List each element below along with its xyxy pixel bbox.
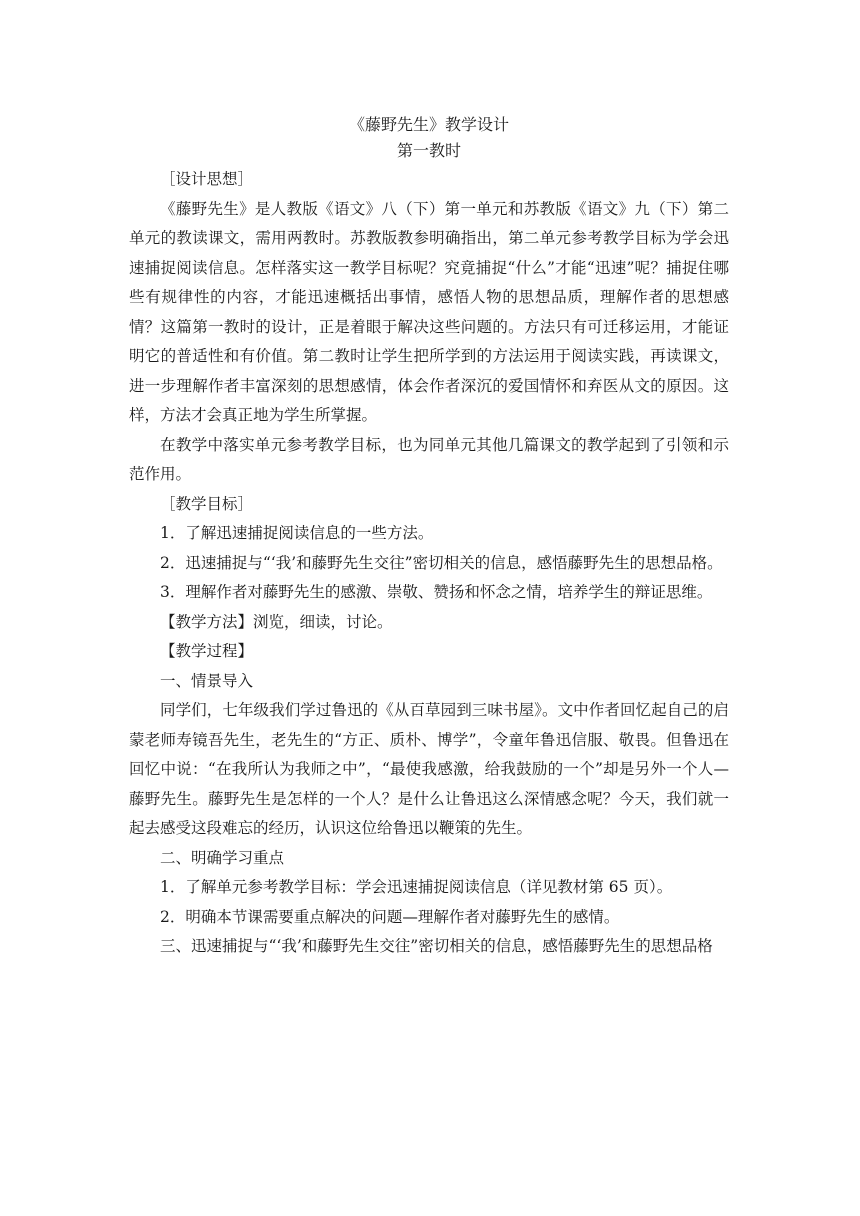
step-2-heading: 二、明确学习重点 (160, 848, 285, 867)
teaching-methods: 【教学方法】浏览，细读，讨论。 (160, 612, 393, 631)
goal-item-3: 3．理解作者对藤野先生的感激、崇敬、赞扬和怀念之情，培养学生的辩证思维。 (160, 583, 713, 601)
section-heading-design-idea: ［设计思想］ (160, 170, 254, 188)
goal-item-2: 2．迅速捕捉与“‘我’和藤野先生交往”密切相关的信息，感悟藤野先生的思想品格。 (160, 553, 723, 572)
paragraph-introduction: 同学们，七年级我们学过鲁迅的《从百草园到三味书屋》。文中作者回忆起自己的启蒙老师寿镜吾先生，老先生的“方正、质朴、博学”，令童年鲁迅信服、敬畏。但鲁迅在回忆中说：“在我所认为我师之中”，“最使我感激，给我鼓励的一个”却是另外一个人—藤野先生。藤野先生是怎样的一个人？是什么让鲁迅这么深情感念呢？今天，我们就一起去感受这段难忘的经历，认识这位给鲁迅以鞭策的先生。 (129, 701, 729, 837)
paragraph-design-idea: 《藤野先生》是人教版《语文》八（下）第一单元和苏教版《语文》九（下）第二单元的教读课文，需用两教时。苏教版教参明确指出，第二单元参考教学目标为学会迅速捕捉阅读信息。怎样落实这一教学目标呢？究竟捕捉“什么”才能“迅速”呢？捕捉住哪些有规律性的内容，才能迅速概括出事情，感悟人物的思想品质，理解作者的思想感情？这篇第一教时的设计，正是着眼于解决这些问题的。方法只有可迁移运用，才能证明它的普适性和有价值。第二教时让学生把所学到的方法运用于阅读实践，再读课文，进一步理解作者丰富深刻的思想感情，体会作者深沉的爱国情怀和弃医从文的原因。这样，方法才会真正地为学生所掌握。 (129, 199, 729, 424)
document-title: 《藤野先生》教学设计 (348, 115, 509, 134)
step-3-heading: 三、迅速捕捉与“‘我’和藤野先生交往”密切相关的信息，感悟藤野先生的思想品格 (160, 937, 713, 955)
step-2-item-2: 2．明确本节课需要重点解决的问题—理解作者对藤野先生的感情。 (160, 907, 620, 926)
goal-item-1: 1．了解迅速捕捉阅读信息的一些方法。 (160, 524, 434, 542)
step-1-heading: 一、情景导入 (160, 671, 254, 690)
step-2-item-1: 1．了解单元参考教学目标：学会迅速捕捉阅读信息（详见教材第 65 页）。 (160, 878, 673, 896)
section-heading-teaching-process: 【教学过程】 (160, 642, 254, 660)
section-heading-teaching-goals: ［教学目标］ (160, 494, 254, 513)
document-body (129, 112, 729, 962)
document-subtitle: 第一教时 (396, 141, 461, 160)
paragraph-unit-goal: 在教学中落实单元参考教学目标，也为同单元其他几篇课文的教学起到了引领和示范作用。 (129, 435, 729, 483)
